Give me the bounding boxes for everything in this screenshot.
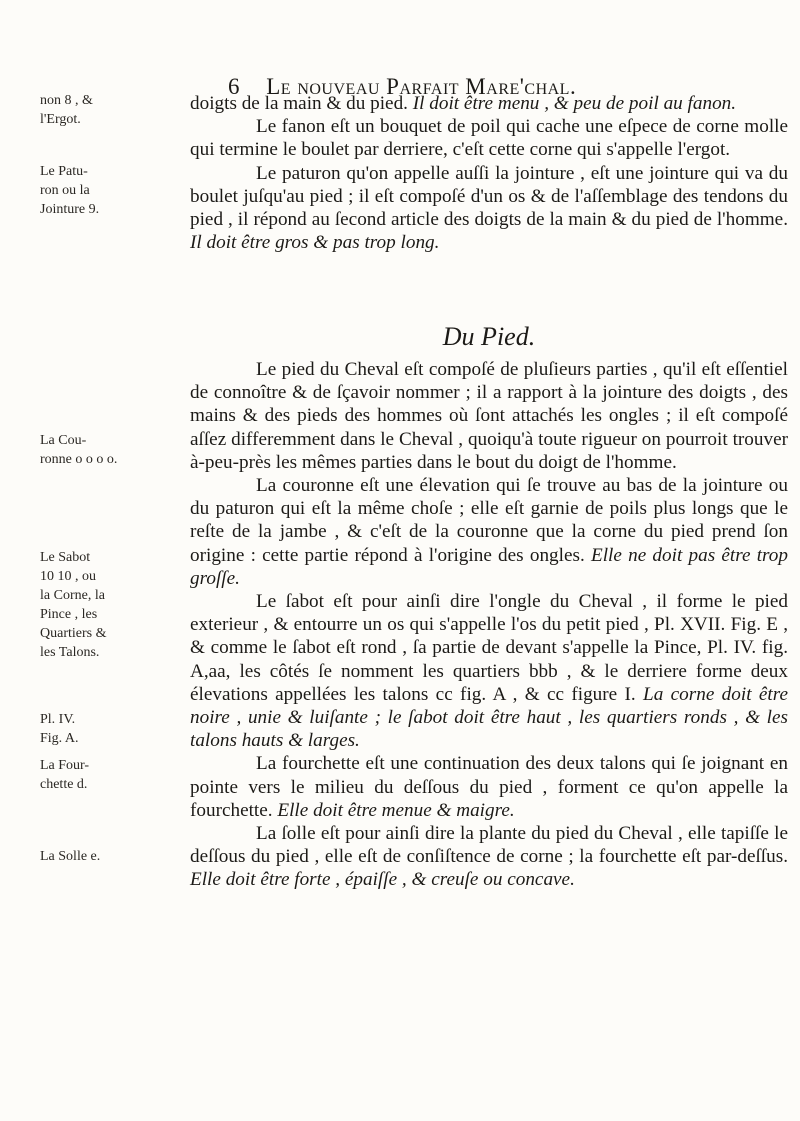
- section-heading: Du Pied.: [442, 322, 536, 351]
- paragraph: [190, 115, 788, 161]
- paragraph-italic: Elle ne doit pas être trop groſſe.: [190, 544, 788, 589]
- margin-note-paturon: [40, 162, 132, 219]
- margin-note-line: Pince , les: [40, 607, 98, 622]
- paragraph-text: Le pied du Cheval eſt compoſé de pluſieurs parties , qu'il eſt eſſentiel de connoître & de ſçavoir nommer ; il a rapport à la jointure des doigts , des mains & des pieds des hommes où ſont attachés les ongles ; il eſt compoſé aſſez differemment dans le Cheval , quoiqu'à toute rigueur on pourroit trouver à-peu-près les mêmes parties dans le bout du doigt de l'homme.: [190, 359, 788, 473]
- margin-note-ergot: [40, 91, 132, 129]
- paragraph-text: La fourchette eſt une continuation des deux talons qui ſe joignant en pointe vers le milieu du deſſous du pied , forment ce qu'on appelle la fourchette.: [190, 753, 788, 821]
- margin-note-line: 10 10 , ou: [40, 569, 96, 584]
- paragraph-text: Le fanon eſt un bouquet de poil qui cache une eſpece de corne molle qui termine le boulet par derriere, c'eſt cette corne qui s'appelle l'ergot.: [190, 116, 788, 161]
- paragraph: [190, 822, 788, 892]
- page-number: 6: [228, 74, 240, 99]
- margin-note-solle: [40, 847, 132, 866]
- margin-note-line: ron ou la: [40, 183, 90, 198]
- paragraph: [190, 162, 788, 255]
- paragraph-italic: Il doit être gros & pas trop long.: [190, 232, 440, 254]
- paragraph: [190, 590, 788, 752]
- paragraph-text: Le paturon qu'on appelle auſſi la jointure , eſt une jointure qui va du boulet juſqu'au pied ; il eſt compoſé d'un os & de l'aſſemblage des tendons du pied , il répond au ſecond article des doigts de la main & du pied de l'homme.: [190, 162, 788, 231]
- margin-note-line: Quartiers &: [40, 626, 107, 641]
- paragraph-text: doigts de la main & du pied.: [190, 93, 413, 114]
- margin-note-line: Le Sabot: [40, 550, 91, 565]
- paragraph: [190, 92, 788, 115]
- margin-note-sabot: [40, 548, 132, 662]
- paragraph-italic: Elle doit être forte , épaiſſe , & creuſe ou concave.: [190, 869, 575, 891]
- margin-note-line: Pl. IV.: [40, 712, 76, 727]
- body-block-upper: [190, 92, 788, 254]
- body-block-lower: [190, 358, 788, 892]
- margin-note-line: Fig. A.: [40, 731, 79, 746]
- margin-note-line: Jointure 9.: [40, 202, 100, 217]
- running-title: Le nouveau Parfait Mare'chal.: [266, 74, 577, 99]
- paragraph: [190, 752, 788, 822]
- paragraph-italic: Il doit être menu , & peu de poil au fanon.: [412, 93, 737, 114]
- paragraph-italic: La corne doit être noire , unie & luiſante ; le ſabot doit être haut , les quartiers ronds , & les talons hauts & larges.: [190, 683, 788, 752]
- margin-note-line: l'Ergot.: [40, 112, 81, 127]
- margin-note-planche: [40, 710, 132, 748]
- margin-note-line: non 8 , &: [40, 93, 93, 108]
- paragraph-text: Le ſabot eſt pour ainſi dire l'ongle du Cheval , il forme le pied exterieur , & entourre un os qui s'appelle l'os du petit pied , Pl. XVII. Fig. E , & comme le ſabot eſt rond , ſa partie de devant s'appelle la Pince, Pl. IV. fig. A,aa, les côtés ſe nomment les quartiers bbb , & le derriere forme deux élevations appellées les talons cc fig. A , & cc figure I.: [190, 591, 788, 705]
- paragraph-text: La ſolle eſt pour ainſi dire la plante du pied du Cheval , elle tapiſſe le deſſous du pied , elle eſt de conſiſtence de corne ; la fourchette eſt par-deſſus.: [190, 823, 788, 868]
- paragraph: [190, 474, 788, 590]
- margin-note-fourchette: [40, 756, 132, 794]
- margin-note-line: Le Patu-: [40, 164, 88, 179]
- paragraph: [190, 358, 788, 474]
- paragraph-text: La couronne eſt une élevation qui ſe trouve au bas de la jointure ou du paturon qui eſt la même choſe ; elle eſt garnie de poils plus longs que le reſte de la jambe , & c'eſt de la couronne que la corne du pied prend ſon origine : cette partie répond à l'origine des ongles.: [190, 475, 788, 566]
- margin-note-line: La Solle e.: [40, 849, 101, 864]
- margin-note-line: chette d.: [40, 777, 88, 792]
- margin-note-line: La Four-: [40, 758, 90, 773]
- margin-note-line: les Talons.: [40, 645, 100, 660]
- margin-note-couronne: [40, 431, 132, 469]
- paragraph-italic: Elle doit être menue & maigre.: [277, 799, 515, 821]
- margin-note-line: ronne o o o o.: [40, 452, 118, 467]
- margin-note-line: la Corne, la: [40, 588, 105, 603]
- margin-note-line: La Cou-: [40, 433, 87, 448]
